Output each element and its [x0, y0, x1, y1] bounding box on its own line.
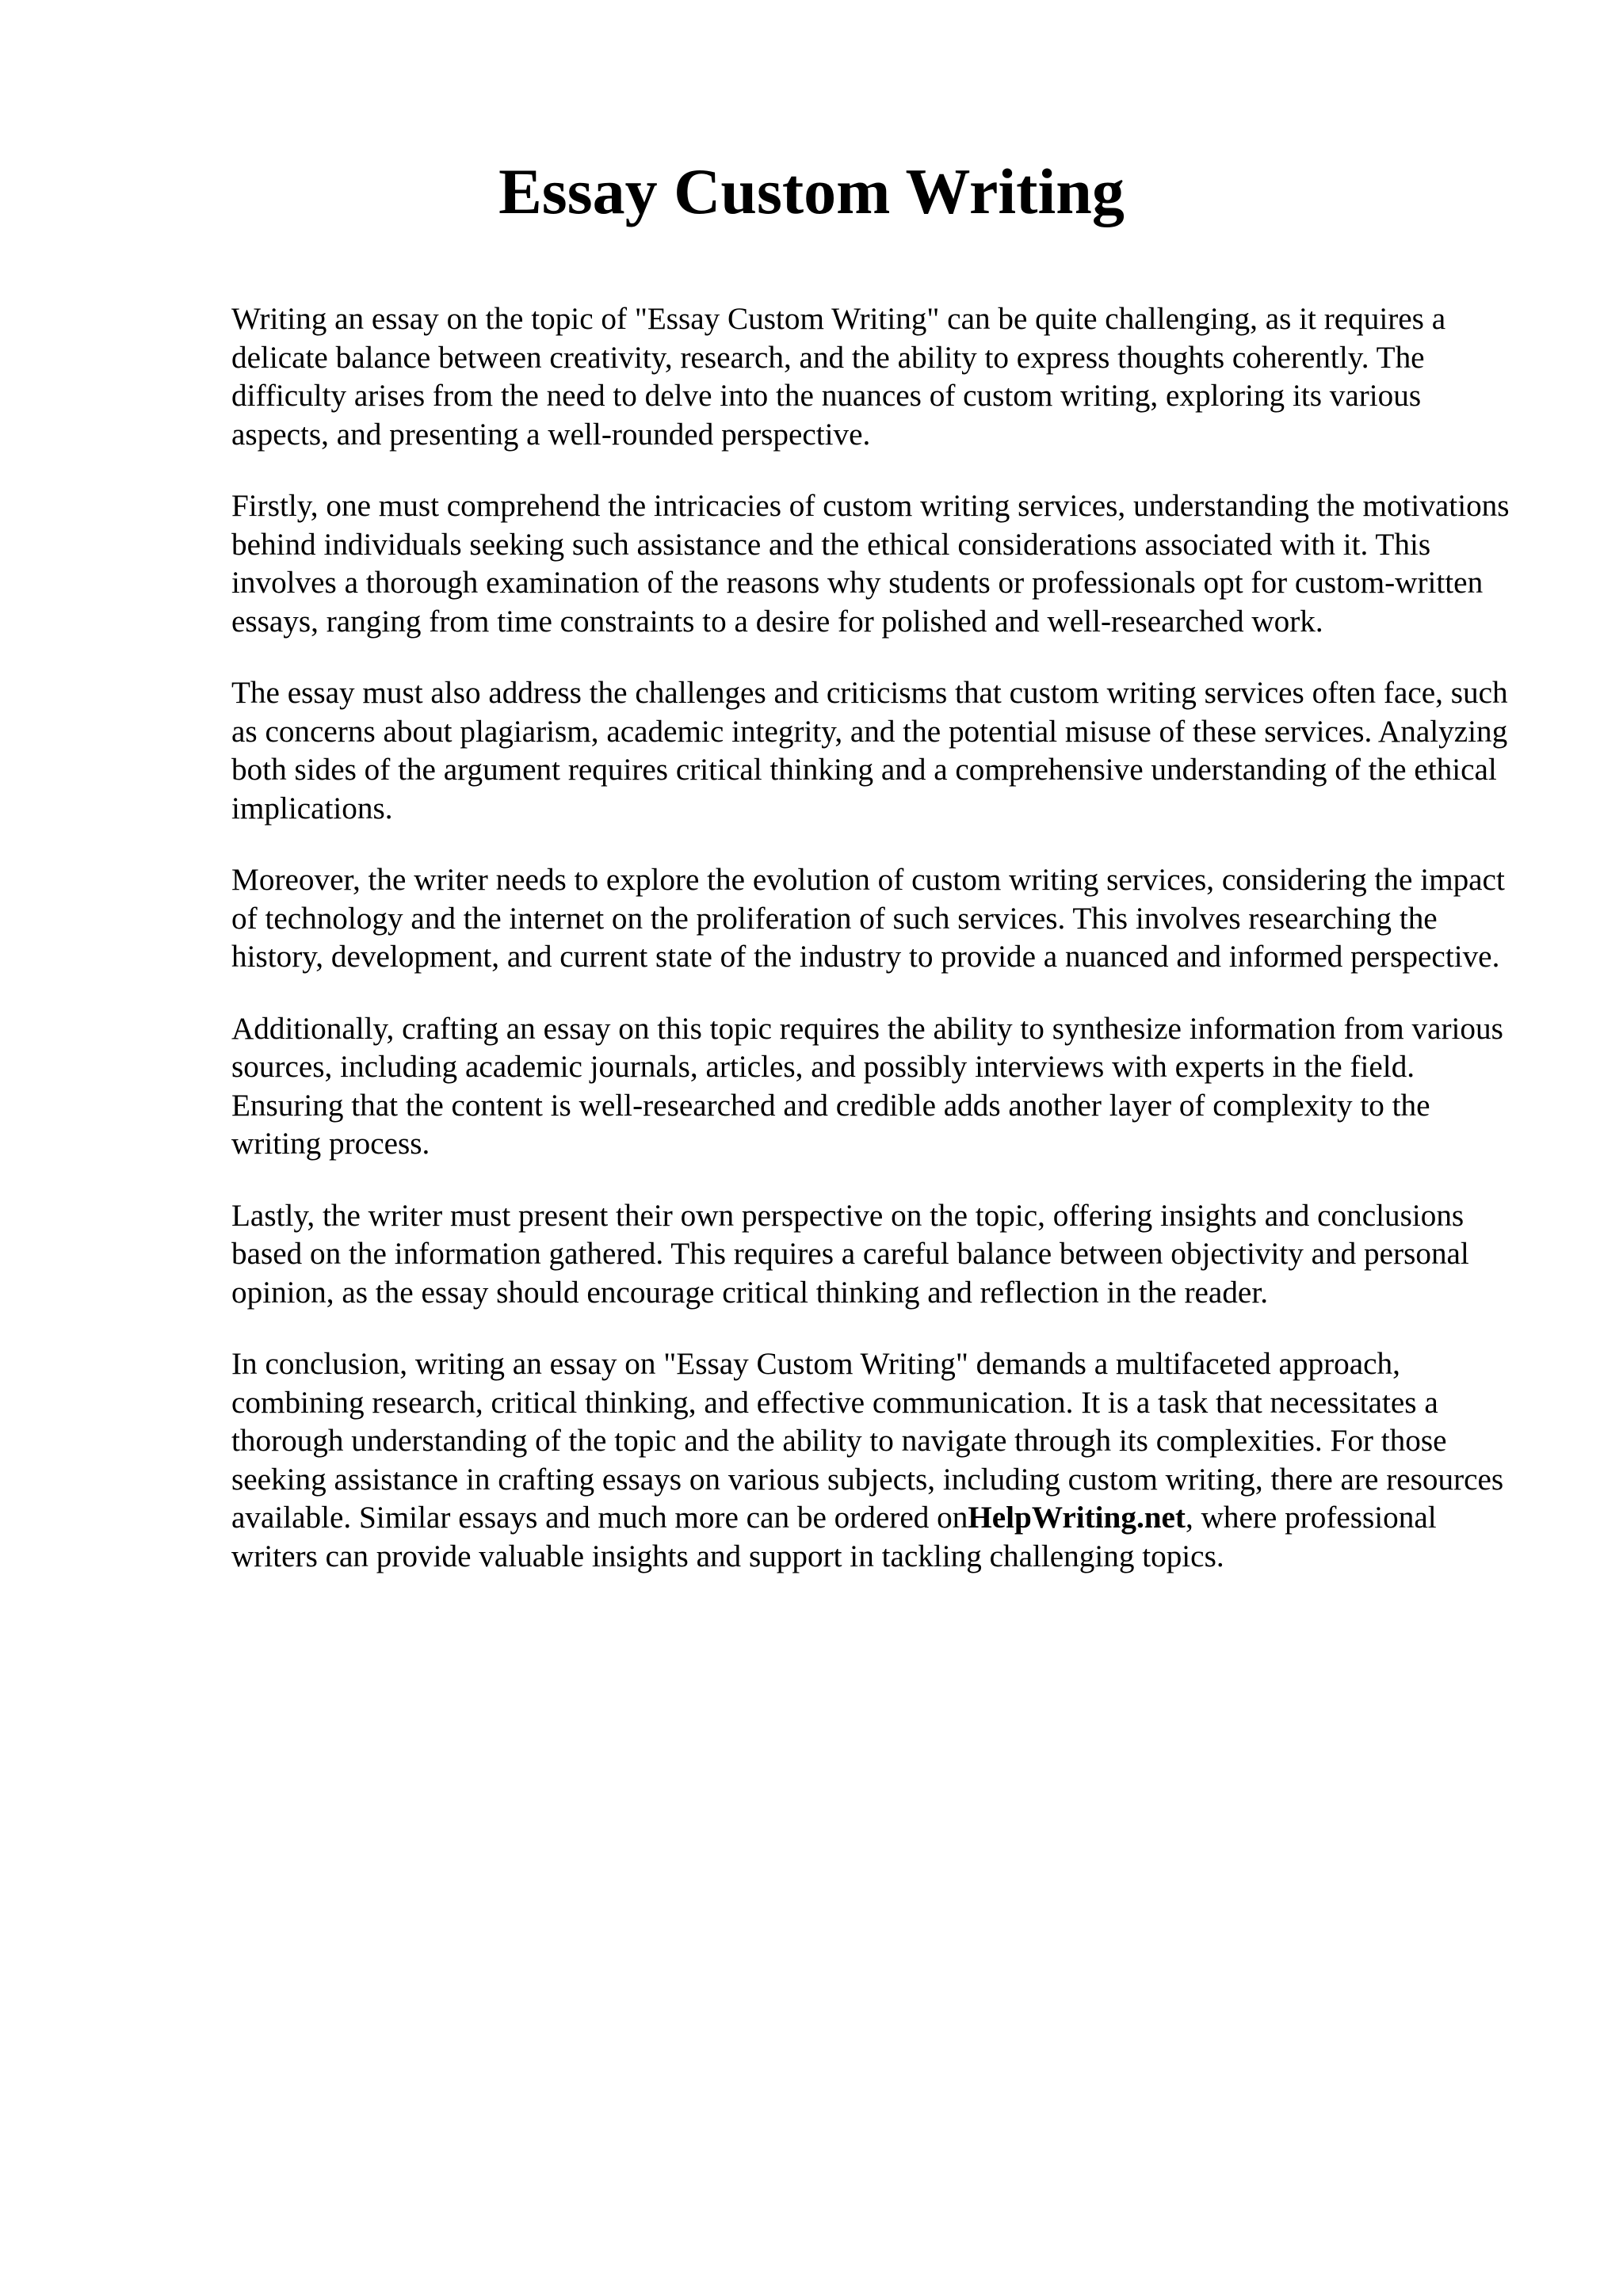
paragraph-lastly: Lastly, the writer must present their own perspective on the topic, offering insights and conclusions based on the information gathered. This requires a careful balance between objectivity and personal opinion, as the essay should encourage critical thinking and reflection in the reader.	[231, 1198, 1469, 1310]
conclusion-tail-text: , where professional writers can provide valuable insights and support in tackling challenging topics.	[231, 1501, 1437, 1573]
paragraph-challenges: The essay must also address the challenges and criticisms that custom writing services often face, such as concerns about plagiarism, academic integrity, and the potential misuse of these services. Analyzing both sides of the argument requires critical thinking and a comprehensive understanding of the ethical implications.	[231, 676, 1508, 826]
helpwriting-link[interactable]: HelpWriting.net	[968, 1501, 1186, 1535]
paragraph-additionally: Additionally, crafting an essay on this topic requires the ability to synthesize information from various sources, including academic journals, articles, and possibly interviews with experts in the field. Ensuring that the content is well-researched and credible adds another layer of complexity to the writing process.	[231, 1011, 1503, 1161]
paragraph-intro: Writing an essay on the topic of "Essay Custom Writing" can be quite challenging, as it requires a delicate balance between creativity, research, and the ability to express thoughts coherently. The difficulty arises from the need to delve into the nuances of custom writing, exploring its various aspects, and presenting a well-rounded perspective.	[231, 302, 1446, 452]
paragraph-firstly: Firstly, one must comprehend the intricacies of custom writing services, understanding the motivations behind individuals seeking such assistance and the ethical considerations associated with it. This involves a thorough examination of the reasons why students or professionals opt for custom-written essays, ranging from time constraints to a desire for polished and well-researched work.	[231, 489, 1510, 639]
paragraph-conclusion	[231, 1345, 1523, 1576]
document-body	[231, 300, 1523, 1609]
document-title: Essay Custom Writing	[498, 155, 1125, 227]
conclusion-text: In conclusion, writing an essay on "Essay Custom Writing" demands a multifaceted approach, combining research, critical thinking, and effective communication. It is a task that necessitates a thorough understanding of the topic and the ability to navigate through its complexities. For those seeking assistance in crafting essays on various subjects, including custom writing, there are resources available. Similar essays and much more can be ordered on	[231, 1347, 1504, 1535]
paragraph-moreover: Moreover, the writer needs to explore the evolution of custom writing services, considering the impact of technology and the internet on the proliferation of such services. This involves researching the history, development, and current state of the industry to provide a nuanced and informed perspective.	[231, 863, 1505, 974]
